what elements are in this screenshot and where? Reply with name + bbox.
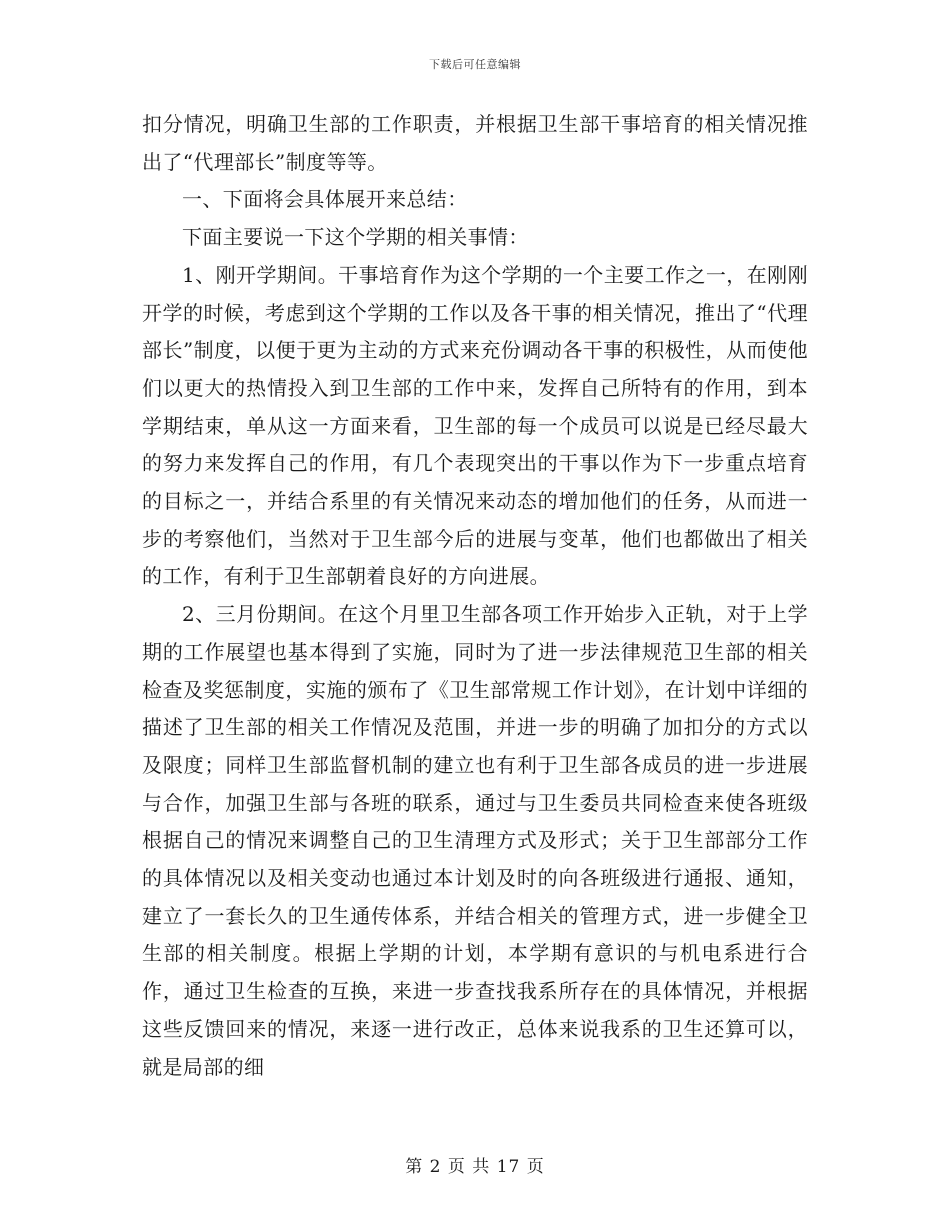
page-header-note: 下载后可任意编辑 xyxy=(429,58,521,71)
paragraph-section-heading: 一、下面将会具体展开来总结： xyxy=(182,187,468,212)
page-number-footer: 第 2 页 共 17 页 xyxy=(405,1157,545,1177)
document-body xyxy=(142,106,808,1086)
paragraph-continuation: 扣分情况，明确卫生部的工作职责，并根据卫生部干事培育的相关情况推出了“代理部长”制度等等。 xyxy=(142,112,808,174)
paragraph-item-1: 1、刚开学期间。干事培育作为这个学期的一个主要工作之一，在刚刚开学的时候，考虑到这个学期的工作以及各干事的相关情况，推出了“代理部长”制度，以便于更为主动的方式来充份调动各干事的积极性，从而使他们以更大的热情投入到卫生部的工作中来，发挥自己所特有的作用，到本学期结束，单从这一方面来看，卫生部的每一个成员可以说是已经尽最大的努力来发挥自己的作用，有几个表现突出的干事以作为下一步重点培育的目标之一，并结合系里的有关情况来动态的增加他们的任务，从而进一步的考察他们，当然对于卫生部今后的进展与变革，他们也都做出了相关的工作，有利于卫生部朝着良好的方向进展。 xyxy=(142,262,808,589)
paragraph-item-2: 2、三月份期间。在这个月里卫生部各项工作开始步入正轨，对于上学期的工作展望也基本得到了实施，同时为了进一步法律规范卫生部的相关检查及奖惩制度，实施的颁布了《卫生部常规工作计划》，在计划中详细的描述了卫生部的相关工作情况及范围，并进一步的明确了加扣分的方式以及限度；同样卫生部监督机制的建立也有利于卫生部各成员的进一步进展与合作，加强卫生部与各班的联系，通过与卫生委员共同检查来使各班级根据自己的情况来调整自己的卫生清理方式及形式；关于卫生部部分工作的具体情况以及相关变动也通过本计划及时的向各班级进行通报、通知，建立了一套长久的卫生通传体系，并结合相关的管理方式，进一步健全卫生部的相关制度。根据上学期的计划，本学期有意识的与机电系进行合作，通过卫生检查的互换，来进一步查找我系所存在的具体情况，并根据这些反馈回来的情况，来逐一进行改正，总体来说我系的卫生还算可以，就是局部的细 xyxy=(142,602,808,1079)
paragraph-intro: 下面主要说一下这个学期的相关事情： xyxy=(182,225,529,250)
